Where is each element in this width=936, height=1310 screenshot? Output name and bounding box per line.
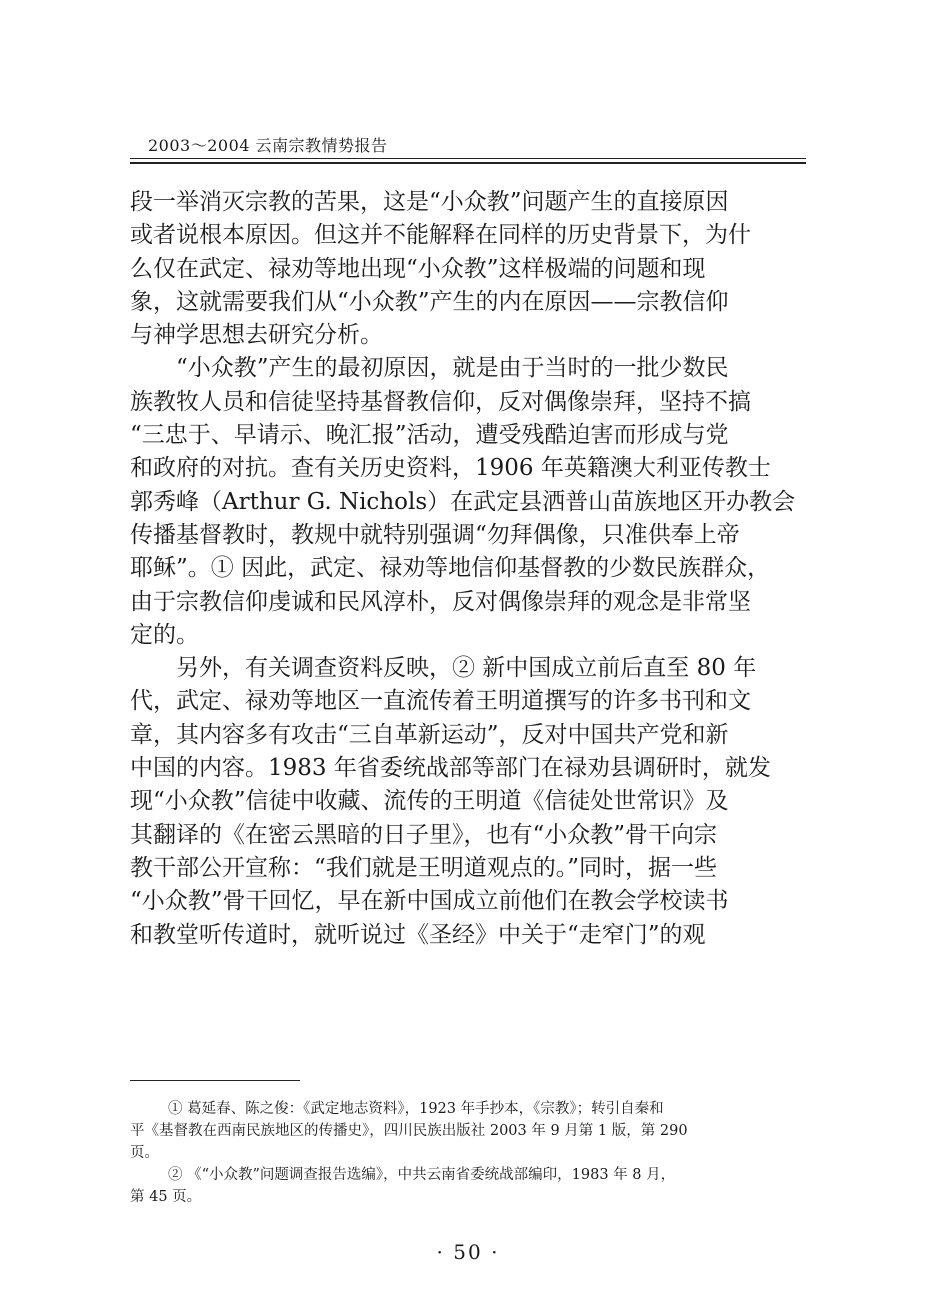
text-line: 中国的内容。1983 年省委统战部等部门在禄劝县调研时，就发: [130, 755, 771, 782]
paragraph-2: [130, 352, 810, 652]
text-line: 段一举消灭宗教的苦果，这是“小众教”问题产生的直接原因: [130, 189, 729, 215]
text-line: 另外，有关调查资料反映，② 新中国成立前后直至 80 年: [176, 655, 757, 682]
text-line: “小众教”骨干回忆，早在新中国成立前他们在教会学校读书: [130, 888, 729, 915]
header-rule: [130, 158, 806, 159]
footnote-rule: [130, 1080, 300, 1081]
header-rule-thick: [130, 162, 806, 164]
footnote-line: ② 《“小众教”问题调查报告选编》，中共云南省委统战部编印，1983 年 8 月，: [168, 1167, 676, 1183]
paragraph-3: [130, 652, 810, 952]
running-header: 2003～2004 云南宗教情势报告: [148, 136, 388, 155]
text-line: 其翻译的《在密云黑暗的日子里》，也有“小众教”骨干向宗: [130, 821, 718, 848]
text-line: 章，其内容多有攻击“三自革新运动”，反对中国共产党和新: [130, 721, 729, 748]
text-line: 现“小众教”信徒中收藏、流传的王明道《信徒处世常识》及: [130, 788, 729, 815]
text-line: 郭秀峰（Arthur G. Nichols）在武定县洒普山苗族地区开办教会: [130, 488, 796, 515]
text-line: 传播基督教时，教规中就特别强调“勿拜偶像，只准供奉上帝: [130, 521, 740, 548]
text-line: 代，武定、禄劝等地区一直流传着王明道撰写的许多书刊和文: [130, 688, 751, 715]
text-line: 教干部公开宣称：“我们就是王明道观点的。”同时，据一些: [130, 854, 718, 881]
text-line: “三忠于、早请示、晚汇报”活动，遭受残酷迫害而形成与党: [130, 422, 729, 449]
footnote-line: 页。: [130, 1145, 159, 1161]
text-line: 或者说根本原因。但这并不能解释在同样的历史背景下，为什: [130, 222, 751, 249]
text-line: 象，这就需要我们从“小众教”产生的内在原因——宗教信仰: [130, 288, 729, 315]
text-line: 由于宗教信仰虔诚和民风淳朴，反对偶像崇拜的观念是非常坚: [130, 588, 751, 615]
text-line: 耶稣”。① 因此，武定、禄劝等地信仰基督教的少数民族群众，: [130, 555, 771, 582]
footnote-line: ① 葛延春、陈之俊：《武定地志资料》，1923 年手抄本，《宗教》；转引自秦和: [168, 1101, 664, 1117]
text-line: 定的。: [130, 621, 199, 648]
footnote-line: 平《基督教在西南民族地区的传播史》，四川民族出版社 2003 年 9 月第 1 版，第 290: [130, 1123, 688, 1139]
footnote-line: 第 45 页。: [130, 1189, 202, 1205]
page-number: · 50 ·: [436, 1240, 500, 1264]
footnote-2: [130, 1164, 810, 1208]
text-line: 与神学思想去研究分析。: [130, 322, 383, 349]
text-line: 族教牧人员和信徒坚持基督教信仰，反对偶像崇拜，坚持不搞: [130, 388, 751, 415]
text-line: 和政府的对抗。查有关历史资料，1906 年英籍澳大利亚传教士: [130, 455, 771, 482]
text-line: 和教堂听传道时，就听说过《圣经》中关于“走窄门”的观: [130, 921, 706, 948]
paragraph-1: [130, 186, 810, 352]
footnotes: [130, 1098, 810, 1208]
footnote-1: [130, 1098, 810, 1164]
body-text: [130, 186, 810, 952]
text-line: “小众教”产生的最初原因，就是由于当时的一批少数民: [176, 355, 729, 382]
text-line: 么仅在武定、禄劝等地出现“小众教”这样极端的问题和现: [130, 255, 706, 282]
